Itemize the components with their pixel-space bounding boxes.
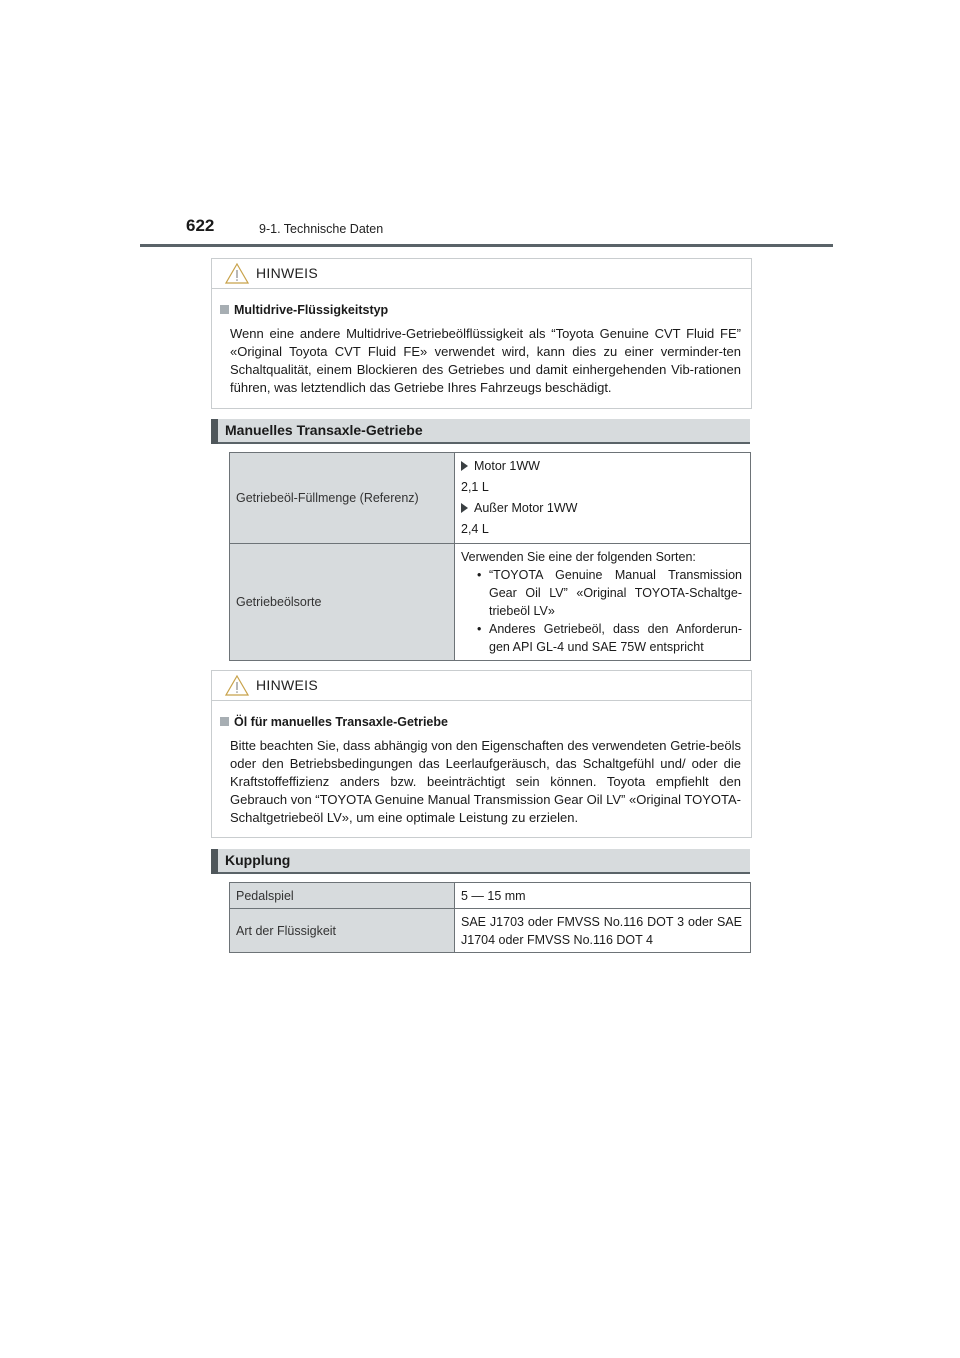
- bullet-dot-icon: •: [477, 622, 482, 636]
- section-header: 9-1. Technische Daten: [259, 222, 384, 236]
- value-line: 2,4 L: [461, 522, 489, 536]
- table-value: [455, 544, 751, 661]
- table-label: Getriebeölsorte: [230, 544, 455, 661]
- section-title-manual-transaxle: [211, 419, 750, 444]
- notice-heading-text: Multidrive-Flüssigkeitstyp: [234, 303, 389, 317]
- section-title-text: Manuelles Transaxle-Getriebe: [225, 422, 423, 438]
- table-value: 5 — 15 mm: [455, 883, 751, 909]
- list-item: [461, 566, 742, 620]
- notice-heading: [220, 713, 741, 731]
- variant-line: [461, 498, 742, 519]
- table-value: [455, 453, 751, 544]
- table-row: [230, 883, 751, 909]
- warning-triangle-icon: [225, 263, 249, 284]
- notice-box-cvt: [211, 258, 752, 409]
- notice-heading: [220, 301, 741, 319]
- variant-line: [461, 456, 742, 477]
- clutch-table: [229, 882, 751, 953]
- square-bullet-icon: [220, 305, 229, 314]
- notice-body: [212, 289, 751, 411]
- table-label: Pedalspiel: [230, 883, 455, 909]
- notice-text: Bitte beachten Sie, dass abhängig von den Eigenschaften des verwendeten Getrie-beöls oder den Betriebsbedingungen das Leerlaufgeräusch, das Schaltgefühl und/ oder die Kraftstoffeffizienz anders bzw. beeinträchtigt sein können. Toyota empfiehlt den Gebrauch von “TOYOTA Genuine Manual Transmission Gear Oil LV” «Original TOYOTA-Schaltgetriebeöl LV», um eine optimale Leistung zu erzielen.: [230, 738, 741, 825]
- variant-text: Motor 1WW: [474, 459, 540, 473]
- list-item: [461, 620, 742, 656]
- square-bullet-icon: [220, 717, 229, 726]
- list-item-text: “TOYOTA Genuine Manual Transmission Gear Oil LV” «Original TOYOTA-Schaltge-triebeöl LV»: [489, 568, 742, 618]
- table-row: [230, 909, 751, 953]
- section-title-text: Kupplung: [225, 852, 291, 868]
- table-row: [230, 544, 751, 661]
- notice-title: HINWEIS: [256, 265, 318, 281]
- table-label: Getriebeöl-Füllmenge (Referenz): [230, 453, 455, 544]
- value-line: 2,1 L: [461, 480, 489, 494]
- page-number: 622: [186, 216, 215, 235]
- notice-body: [212, 701, 751, 841]
- notice-box-manual-oil: [211, 670, 752, 838]
- header-rule: [140, 244, 833, 247]
- notice-text: Wenn eine andere Multidrive-Getriebeölflüssigkeit als “Toyota Genuine CVT Fluid FE” «Original Toyota CVT Fluid FE» verwendet wird, kann dies zu einer verminder-ten Schaltqualität, einem Blockieren des Getriebes und damit einhergehenden Vib-rationen führen, was letztendlich das Getriebe Ihres Fahrzeugs beschädigt.: [230, 326, 741, 395]
- notice-title: HINWEIS: [256, 677, 318, 693]
- table-intro: Verwenden Sie eine der folgenden Sorten:: [461, 550, 696, 564]
- warning-triangle-icon: [225, 675, 249, 696]
- table-label: Art der Flüssigkeit: [230, 909, 455, 953]
- notice-header: [212, 259, 751, 289]
- manual-transaxle-table: [229, 452, 751, 661]
- triangle-marker-icon: [461, 503, 468, 513]
- table-row: [230, 453, 751, 544]
- notice-heading-text: Öl für manuelles Transaxle-Getriebe: [234, 715, 448, 729]
- triangle-marker-icon: [461, 461, 468, 471]
- notice-header: [212, 671, 751, 701]
- bullet-dot-icon: •: [477, 568, 482, 582]
- section-title-clutch: [211, 849, 750, 874]
- table-value: SAE J1703 oder FMVSS No.116 DOT 3 oder SAE J1704 oder FMVSS No.116 DOT 4: [455, 909, 751, 953]
- variant-text: Außer Motor 1WW: [474, 501, 578, 515]
- list-item-text: Anderes Getriebeöl, dass den Anforderun-gen API GL-4 und SAE 75W entspricht: [489, 622, 742, 654]
